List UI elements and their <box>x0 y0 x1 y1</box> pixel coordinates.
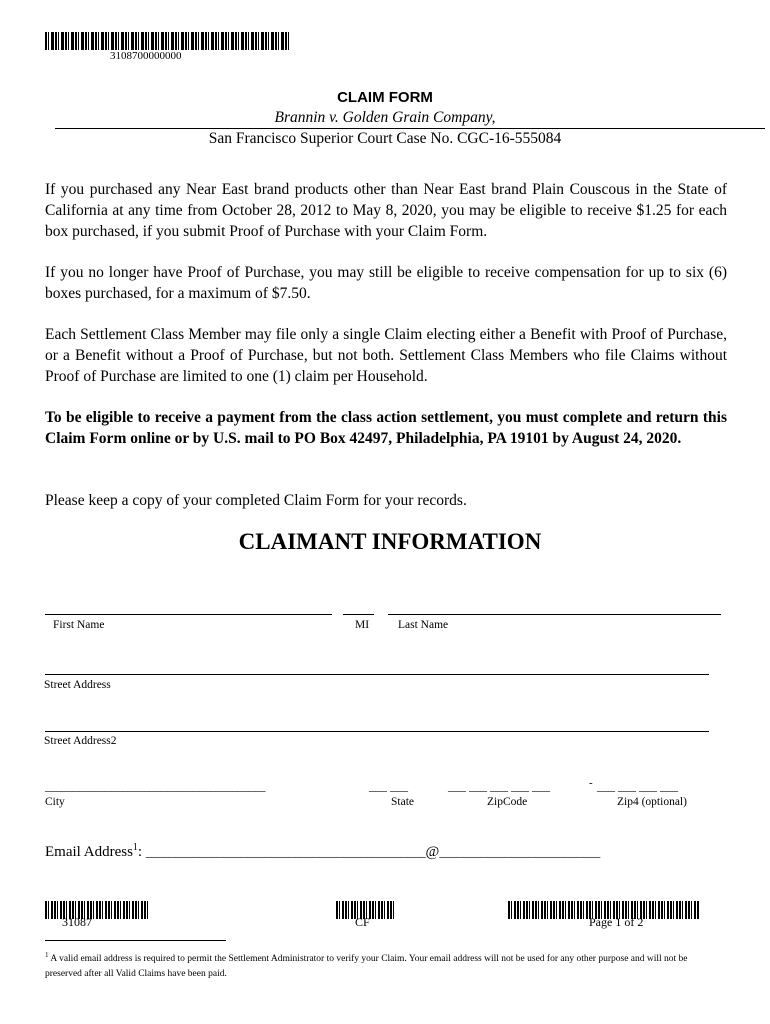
email-row <box>45 842 600 861</box>
keep-copy-paragraph: Please keep a copy of your completed Claim Form for your records. <box>45 492 467 509</box>
state-field[interactable]: ___ ___ <box>369 779 408 793</box>
email-at: @ <box>425 844 440 860</box>
zip4-field[interactable]: ___ ___ ___ ___ <box>597 779 678 793</box>
footnote-rule <box>45 940 226 941</box>
street-address2-label: Street Address2 <box>44 735 117 747</box>
mi-field[interactable] <box>343 596 378 616</box>
eligibility-paragraph: If you purchased any Near East brand products other than Near East brand Plain Couscous in the State of California at any time from October 28, 2012 to May 8, 2020, you may be eligible to receive $1.25 for each box purchased, if you submit Proof of Purchase with your Claim Form. <box>45 181 727 240</box>
footnote-text: A valid email address is required to permit the Settlement Administrator to verify your Claim. Your email address will not be used for any other purpose and will not be preserved after all Valid Claims have been paid. <box>45 954 688 980</box>
single-claim-paragraph: Each Settlement Class Member may file only a single Claim electing either a Benefit with Proof of Purchase, or a Benefit without a Proof of Purchase, but not both. Settlement Class Members who file Claims without Proof of Purchase are limited to one (1) claim per Household. <box>45 326 727 385</box>
zip-dash: - <box>589 777 593 789</box>
zip4-label: Zip4 (optional) <box>617 796 687 808</box>
last-name-label: Last Name <box>398 619 449 631</box>
header-rule <box>55 128 765 129</box>
section-title: CLAIMANT INFORMATION <box>238 529 542 554</box>
top-barcode-number: 3108700000000 <box>110 50 182 62</box>
left-barcode <box>45 901 148 919</box>
form-title: CLAIM FORM <box>337 89 433 106</box>
no-proof-paragraph: If you no longer have Proof of Purchase, you may still be eligible to receive compensation for up to six (6) boxes purchased, for a maximum of $7.50. <box>45 264 727 302</box>
mi-label: MI <box>355 619 370 631</box>
email-domain-field[interactable]: ___________________________ <box>439 845 600 859</box>
mi-line <box>343 614 374 615</box>
street-address-field[interactable] <box>45 656 713 676</box>
footnote <box>45 948 725 982</box>
street-address-line <box>45 674 709 675</box>
case-name: Brannin v. Golden Grain Company, <box>274 109 496 126</box>
page-label: Page 1 of 2 <box>589 915 644 929</box>
city-field[interactable]: ________________________________________ <box>45 779 265 793</box>
last-name-line <box>388 614 721 615</box>
first-name-label: First Name <box>53 619 105 631</box>
footnote-mark: 1 <box>45 951 49 959</box>
last-name-field[interactable] <box>388 596 725 616</box>
email-label: Email Address <box>45 844 133 860</box>
city-label: City <box>45 796 65 808</box>
street-address-label: Street Address <box>44 679 111 691</box>
top-barcode <box>45 32 291 50</box>
case-number: San Francisco Superior Court Case No. CGC-16-555084 <box>208 130 562 147</box>
email-colon: : <box>137 844 143 860</box>
email-footnote-ref: 1 <box>132 842 138 853</box>
zip-label: ZipCode <box>487 796 528 808</box>
zip-field[interactable]: ___ ___ ___ ___ ___ <box>448 779 550 793</box>
first-name-field[interactable] <box>45 596 336 616</box>
state-label: State <box>391 796 414 808</box>
left-code: 31087 <box>62 915 92 929</box>
street-address2-field[interactable] <box>45 713 713 733</box>
mid-code: CF <box>355 915 370 929</box>
email-user-field[interactable]: _______________________________________________ <box>145 845 426 859</box>
first-name-line <box>45 614 332 615</box>
street-address2-line <box>45 731 709 732</box>
deadline-paragraph: To be eligible to receive a payment from the class action settlement, you must complete and return this Claim Form online or by U.S. mail to PO Box 42497, Philadelphia, PA 19101 by August 24, 2020. <box>45 409 727 447</box>
